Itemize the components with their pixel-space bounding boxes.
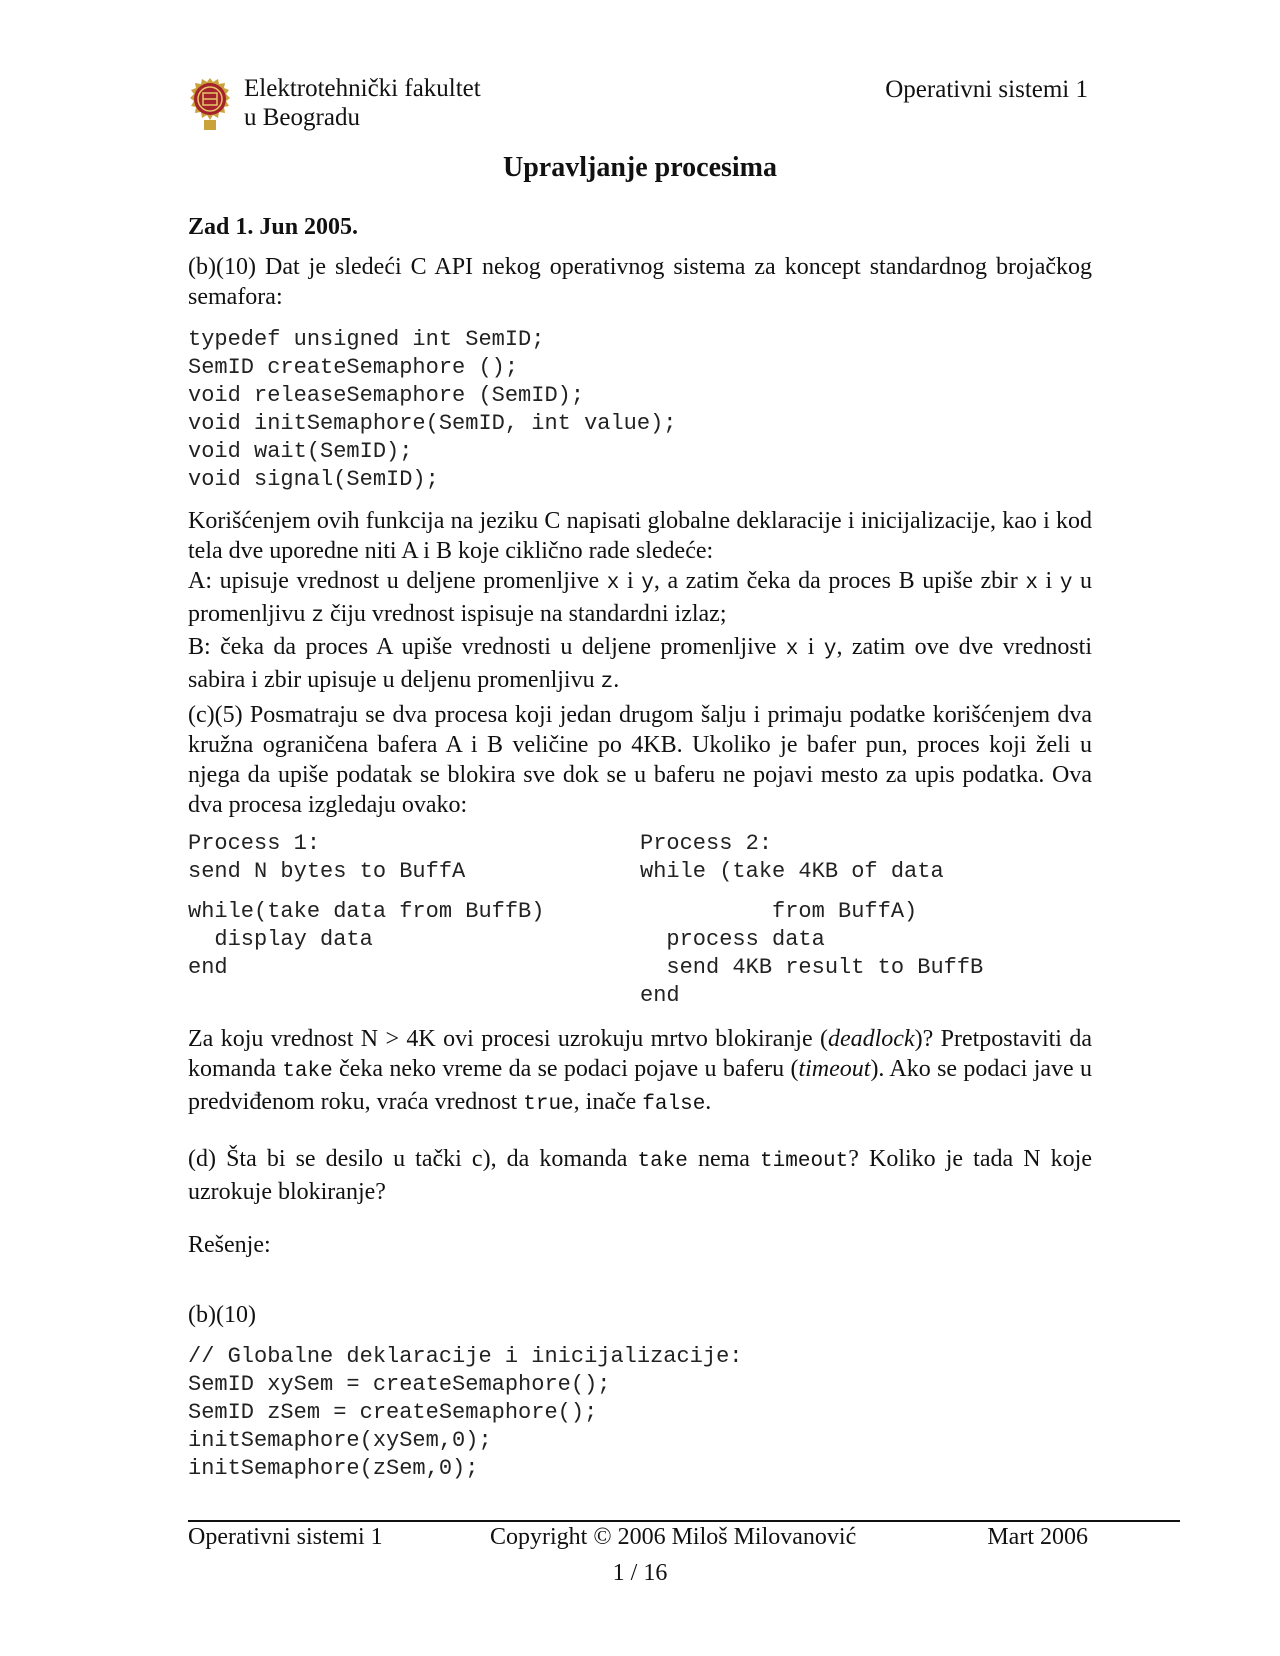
- institution-name: [244, 74, 481, 132]
- footer-divider: [188, 1520, 1180, 1522]
- process-2-header: Process 2: while (take 4KB of data: [640, 831, 944, 884]
- solution-code-block: // Globalne deklaracije i inicijalizacije: SemID xySem = createSemaphore(); SemID zSem = createSemaphore(); initSemaphore(xySem,0); initSemaphore(zSem,0);: [188, 1344, 743, 1481]
- task-description: [188, 506, 1092, 698]
- header-course: Operativni sistemi 1: [885, 76, 1088, 103]
- process-2-code: [640, 830, 983, 1010]
- footer-date: Mart 2006: [987, 1524, 1088, 1550]
- institution-line-1: Elektrotehnički fakultet: [244, 75, 481, 102]
- page-title: Upravljanje procesima: [503, 152, 777, 183]
- part-c-text: (c)(5) Posmatraju se dva procesa koji jedan drugom šalju i primaju podatke korišćenjem dva kružna ograničena bafera A i B veličine po 4KB. Ukoliko je bafer pun, proces koji želi u njega da upiše podatak se blokira sve dok se u baferu ne pojavi mesto za upis podatka. Ova dva procesa izgledaju ovako:: [188, 702, 1092, 818]
- institution-line-2: u Beogradu: [244, 104, 360, 131]
- description-thread-b: B: čeka da proces A upiše vrednosti u deljene promenljive x i y, zatim ove dve vrednosti sabira i zbir upisuje u deljenu promenljivu z.: [188, 634, 1092, 694]
- description-intro: Korišćenjem ovih funkcija na jeziku C napisati globalne deklaracije i inicijalizacije, kao i kod tela dve uporedne niti A i B koje ciklično rade sledeće:: [188, 508, 1092, 564]
- footer-course: Operativni sistemi 1: [188, 1524, 383, 1550]
- task-heading: Zad 1. Jun 2005.: [188, 214, 359, 240]
- footer-copyright: Copyright © 2006 Miloš Milovanović: [490, 1524, 857, 1550]
- solution-part-b-label: (b)(10): [188, 1302, 256, 1328]
- process-1-code: [188, 830, 544, 982]
- process-2-loop: from BuffA) process data send 4KB result to BuffB end: [640, 899, 984, 1008]
- process-1-loop: while(take data from BuffB) display data end: [188, 899, 545, 980]
- solution-heading: Rešenje:: [188, 1232, 271, 1258]
- api-code-block: typedef unsigned int SemID; SemID createSemaphore (); void releaseSemaphore (SemID); void initSemaphore(SemID, int value); void wait(SemID); void signal(SemID);: [188, 327, 677, 492]
- part-d-question: (d) Šta bi se desilo u tački c), da komanda take nema timeout? Koliko je tada N koje uzrokuje blokiranje?: [188, 1146, 1092, 1205]
- process-1-header: Process 1: send N bytes to BuffA: [188, 831, 466, 884]
- faculty-logo: [188, 76, 232, 132]
- description-thread-a: A: upisuje vrednost u deljene promenljive x i y, a zatim čeka da proces B upiše zbir x i y u promenljivu z čiju vrednost ispisuje na standardni izlaz;: [188, 568, 1093, 628]
- part-b-text: (b)(10) Dat je sledeći C API nekog operativnog sistema za koncept standardnog brojačkog semafora:: [188, 254, 1092, 310]
- page-number: 1 / 16: [612, 1560, 668, 1586]
- deadlock-question: Za koju vrednost N > 4K ovi procesi uzrokuju mrtvo blokiranje (deadlock)? Pretpostaviti da komanda take čeka neko vreme da se podaci pojave u baferu (timeout). Ako se podaci jave u predviđenom roku, vraća vrednost true, inače false.: [188, 1026, 1093, 1116]
